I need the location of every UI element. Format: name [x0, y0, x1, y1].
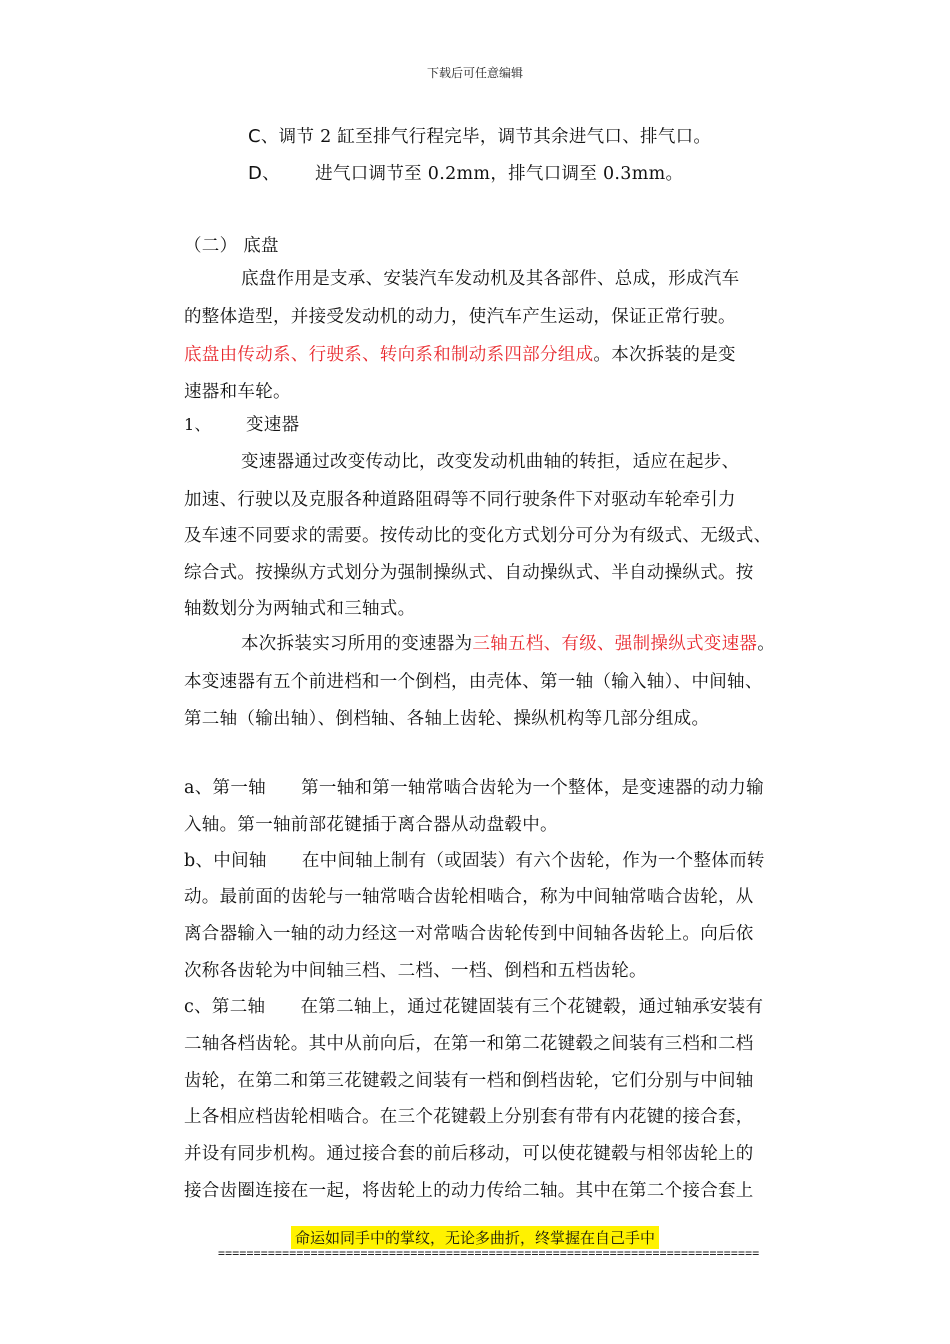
item-c2-line: 上各相应档齿轮相啮合。在三个花键毂上分别套有带有内花键的接合套， — [184, 1107, 754, 1127]
item-c2-line: 接合齿圈连接在一起，将齿轮上的动力传给二轴。其中在第二个接合套上 — [184, 1181, 754, 1201]
paragraph-line: 本变速器有五个前进档和一个倒档，由壳体、第一轴（输入轴）、中间轴、 — [184, 672, 763, 692]
paragraph-line: 轴数划分为两轴式和三轴式。 — [184, 599, 416, 619]
item-b-line: 次称各齿轮为中间轴三档、二档、一档、倒档和五档齿轮。 — [184, 961, 647, 981]
item-d-text: 、 进气口调节至 0.2mm，排气口调至 0.3mm。 — [262, 164, 684, 184]
item-a-line: 入轴。第一轴前部花键插于离合器从动盘毂中。 — [184, 815, 558, 835]
footer-motto: 命运如同手中的掌纹，无论多曲折，终掌握在自己手中 — [291, 1226, 659, 1249]
highlight-red-text: 三轴五档、有级、强制操纵式变速器 — [472, 634, 758, 654]
paragraph-line: 第二轴（输出轴）、倒档轴、各轴上齿轮、操纵机构等几部分组成。 — [184, 709, 710, 729]
item-c2-line: 齿轮，在第二和第三花键毂之间装有一档和倒档齿轮，它们分别与中间轴 — [184, 1071, 754, 1091]
item-a-line: a、第一轴 第一轴和第一轴常啮合齿轮为一个整体，是变速器的动力输 — [184, 778, 764, 798]
paragraph-line: 变速器通过改变传动比，改变发动机曲轴的转拒，适应在起步、 — [241, 452, 740, 472]
paragraph-text: 。 — [757, 634, 776, 654]
footer-rule: ============================================================================ — [218, 1246, 760, 1260]
item-c-label: C — [248, 126, 261, 147]
paragraph-line: 加速、行驶以及克服各种道路阻碍等不同行驶条件下对驱动车轮牵引力 — [184, 490, 736, 510]
item-d — [248, 163, 683, 185]
paragraph-text: 。本次拆装的是变 — [593, 345, 736, 365]
item-b-line: 离合器输入一轴的动力经这一对常啮合齿轮传到中间轴各齿轮上。向后依 — [184, 924, 754, 944]
paragraph-line: 的整体造型，并接受发动机的动力，使汽车产生运动，保证正常行驶。 — [184, 307, 736, 327]
paragraph-text: 本次拆装实习所用的变速器为 — [241, 634, 473, 654]
paragraph-line: 底盘作用是支承、安装汽车发动机及其各部件、总成，形成汽车 — [241, 269, 740, 289]
item-b-line: 动。最前面的齿轮与一轴常啮合齿轮相啮合，称为中间轴常啮合齿轮，从 — [184, 887, 754, 907]
item-c2-line: c、第二轴 在第二轴上，通过花键固装有三个花键毂，通过轴承安装有 — [184, 997, 764, 1017]
item-b-line: b、中间轴 在中间轴上制有（或固装）有六个齿轮，作为一个整体而转 — [184, 851, 765, 871]
item-d-label: D — [248, 163, 263, 184]
paragraph-line: 综合式。按操纵方式划分为强制操纵式、自动操纵式、半自动操纵式。按 — [184, 563, 754, 583]
paragraph-line: 及车速不同要求的需要。按传动比的变化方式划分可分为有级式、无级式、 — [184, 526, 772, 546]
section-heading-chassis: （二） 底盘 — [184, 236, 279, 256]
item-c2-line: 二轴各档齿轮。其中从前向后，在第一和第二花键毂之间装有三档和二档 — [184, 1034, 754, 1054]
item-c-text: 、调节 2 缸至排气行程完毕，调节其余进气口、排气口。 — [260, 127, 712, 147]
paragraph-line — [241, 633, 775, 655]
paragraph-line: 速器和车轮。 — [184, 382, 291, 402]
paragraph-line — [184, 344, 736, 366]
item-c — [248, 126, 711, 148]
subsection-number: 1、 — [184, 415, 211, 434]
subsection-title: 变速器 — [246, 415, 300, 435]
item-c2-line: 并设有同步机构。通过接合套的前后移动，可以使花键毂与相邻齿轮上的 — [184, 1144, 754, 1164]
highlight-red-text: 底盘由传动系、行驶系、转向系和制动系四部分组成 — [184, 345, 594, 365]
page-header: 下载后可任意编辑 — [426, 66, 523, 80]
